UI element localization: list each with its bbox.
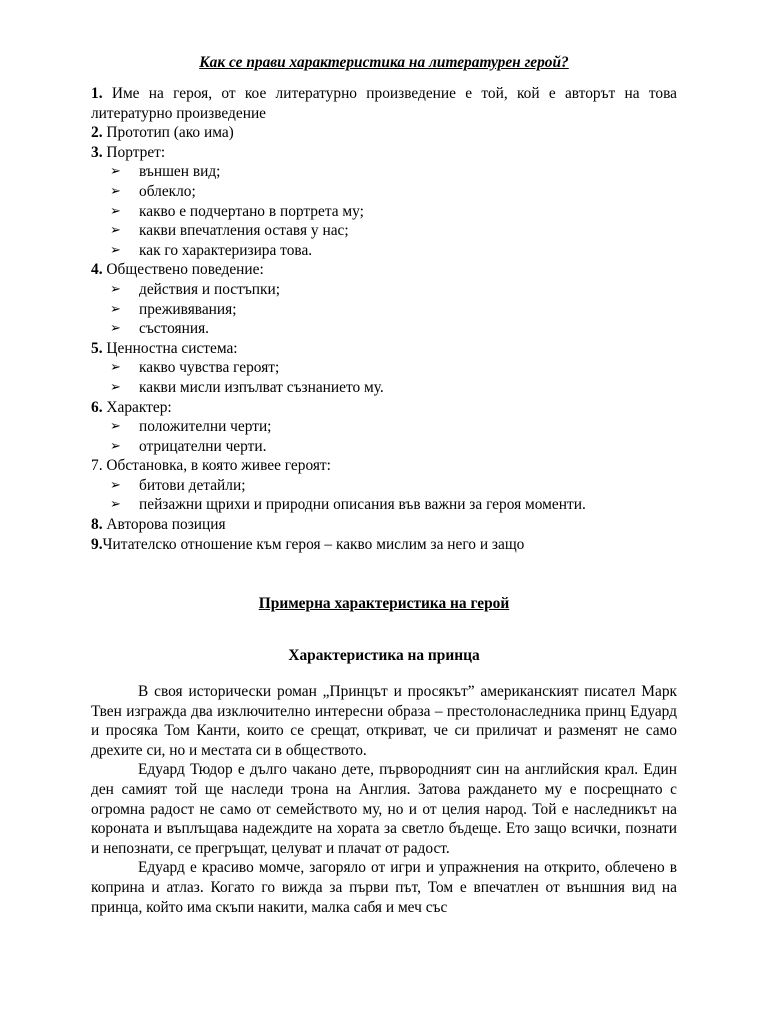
arrowhead-bullet-icon: ➢ bbox=[110, 438, 121, 454]
item-number: 2. bbox=[91, 124, 103, 142]
item-number: 1. bbox=[91, 85, 103, 102]
arrowhead-bullet-icon: ➢ bbox=[110, 242, 121, 258]
sub-list bbox=[91, 358, 677, 397]
essay-body bbox=[91, 682, 677, 917]
sub-list bbox=[91, 280, 677, 339]
sub-item: ➢ облекло; bbox=[110, 182, 196, 200]
paragraph: В своя исторически роман „Принцът и просякът” американският писател Марк Твен изгражда два изключително интересни образа – престолонаследника принц Едуард и просяка Том Канти, които се срещат, откриват, че си приличат и разменят не само дрехите си, но и местата си в обществото. bbox=[91, 683, 677, 759]
arrowhead-bullet-icon: ➢ bbox=[110, 281, 121, 297]
list-item bbox=[91, 339, 677, 398]
essay-title: Характеристика на принца bbox=[288, 647, 480, 664]
sub-item: ➢ отрицателни черти. bbox=[110, 437, 267, 455]
sub-item: ➢ как го характеризира това. bbox=[110, 241, 313, 259]
paragraph: Едуард е красиво момче, загоряло от игри и упражнения на открито, облечено в коприна и атлаз. Когато го вижда за първи път, Том е впечатлен от външния вид на принца, който има скъпи накити, малка сабя и меч със bbox=[91, 859, 677, 916]
arrowhead-bullet-icon: ➢ bbox=[110, 301, 121, 317]
sub-item: ➢ какви мисли изпълват съзнанието му. bbox=[110, 378, 384, 396]
item-text: Читателско отношение към героя – какво мислим за него и защо bbox=[102, 535, 525, 553]
sub-item: ➢ положителни черти; bbox=[110, 418, 272, 436]
item-number: 5. bbox=[91, 339, 103, 357]
arrowhead-bullet-icon: ➢ bbox=[110, 164, 121, 180]
item-text: Портрет: bbox=[106, 143, 166, 161]
item-text: Характер: bbox=[106, 398, 172, 416]
sub-item: ➢ какво чувства героят; bbox=[110, 359, 280, 377]
item-number: 6. bbox=[91, 398, 103, 416]
paragraph: Едуард Тюдор е дълго чакано дете, първородният син на английския крал. Един ден самият той ще наследи трона на Англия. Затова раждането му е посрещнато с огромна радост не само от семейството му, но и от целия народ. Той е наследникът на короната и въплъщава надеждите на хората за светло бъдеще. Ето защо всички, познати и непознати, се прегръщат, целуват и плачат от радост. bbox=[91, 761, 677, 857]
list-item bbox=[91, 456, 677, 515]
sub-list bbox=[91, 417, 677, 456]
list-item bbox=[91, 84, 677, 123]
sub-item: ➢ какво е подчертано в портрета му; bbox=[110, 202, 364, 220]
item-number: 8. bbox=[91, 516, 103, 534]
arrowhead-bullet-icon: ➢ bbox=[110, 203, 121, 219]
item-number: 3. bbox=[91, 143, 103, 161]
arrowhead-bullet-icon: ➢ bbox=[110, 321, 121, 337]
sub-list bbox=[91, 162, 677, 260]
list-item bbox=[91, 143, 677, 261]
steps-list bbox=[91, 84, 677, 554]
sub-item: ➢ какви впечатления оставя у нас; bbox=[110, 222, 349, 240]
sub-list bbox=[91, 476, 677, 515]
list-item bbox=[91, 123, 677, 143]
arrowhead-bullet-icon: ➢ bbox=[110, 419, 121, 435]
sub-item: ➢ пейзажни щрихи и природни описания във важни за героя моменти. bbox=[110, 496, 586, 514]
list-item bbox=[91, 515, 677, 535]
item-text: Обществено поведение: bbox=[106, 261, 264, 279]
arrowhead-bullet-icon: ➢ bbox=[110, 360, 121, 376]
sub-item: ➢ битови детайли; bbox=[110, 476, 246, 494]
item-number: 7. bbox=[91, 457, 103, 475]
list-item bbox=[91, 398, 677, 457]
list-item bbox=[91, 535, 677, 555]
arrowhead-bullet-icon: ➢ bbox=[110, 497, 121, 513]
list-item bbox=[91, 260, 677, 338]
arrowhead-bullet-icon: ➢ bbox=[110, 223, 121, 239]
sub-item: ➢ действия и постъпки; bbox=[110, 280, 281, 298]
item-text: Ценностна система: bbox=[106, 339, 238, 357]
document-title: Как се прави характеристика на литературен герой? bbox=[199, 54, 569, 71]
sub-item: ➢ външен вид; bbox=[110, 163, 221, 181]
item-text: Авторова позиция bbox=[106, 516, 226, 534]
item-text: Обстановка, в която живее героят: bbox=[106, 457, 331, 475]
arrowhead-bullet-icon: ➢ bbox=[110, 477, 121, 493]
sub-item: ➢ състояния. bbox=[110, 320, 210, 338]
section-title: Примерна характеристика на герой bbox=[258, 595, 510, 612]
sub-item: ➢ преживявания; bbox=[110, 300, 237, 318]
item-text: Име на героя, от кое литературно произведение е той, кой е авторът на това литературно произведение bbox=[91, 85, 677, 122]
item-text: Прототип (ако има) bbox=[106, 124, 234, 142]
item-number: 4. bbox=[91, 261, 103, 279]
arrowhead-bullet-icon: ➢ bbox=[110, 183, 121, 199]
arrowhead-bullet-icon: ➢ bbox=[110, 379, 121, 395]
item-number: 9. bbox=[91, 535, 103, 553]
